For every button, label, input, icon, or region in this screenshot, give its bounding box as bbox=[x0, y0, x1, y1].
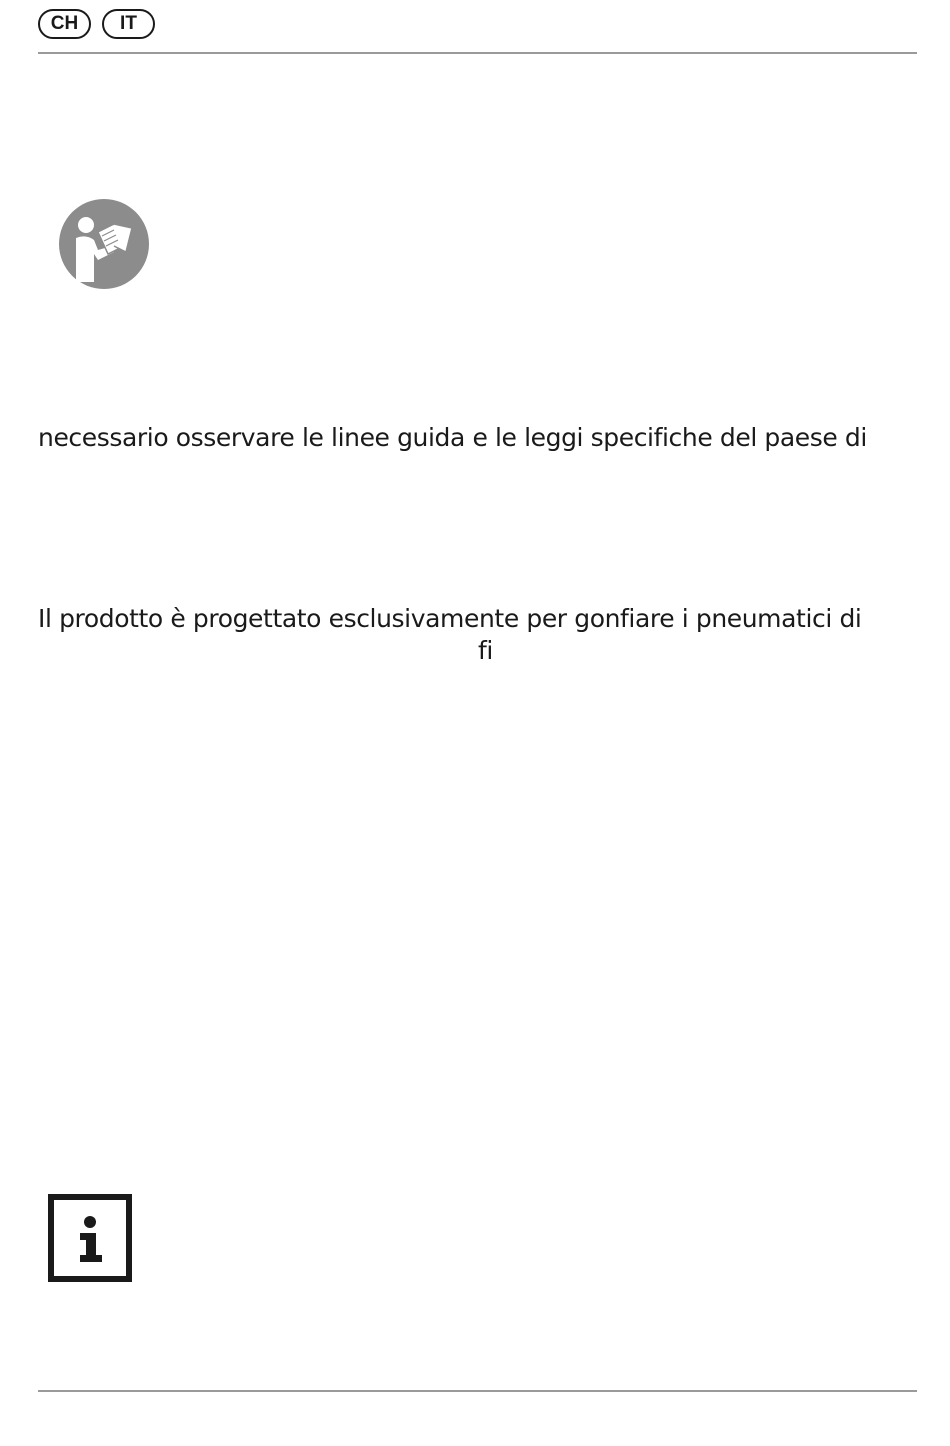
body-text-line: fi bbox=[478, 636, 493, 665]
body-text-line: necessario osservare le linee guida e le leggi specifiche del paese di bbox=[38, 423, 867, 452]
info-icon bbox=[48, 1194, 132, 1282]
header-divider bbox=[38, 52, 917, 54]
country-badge-ch: CH bbox=[38, 9, 91, 39]
body-text-line: Il prodotto è progettato esclusivamente per gonfiare i pneumatici di bbox=[38, 604, 862, 633]
read-manual-icon bbox=[58, 198, 150, 290]
footer-divider bbox=[38, 1390, 917, 1392]
country-badge-it: IT bbox=[102, 9, 155, 39]
